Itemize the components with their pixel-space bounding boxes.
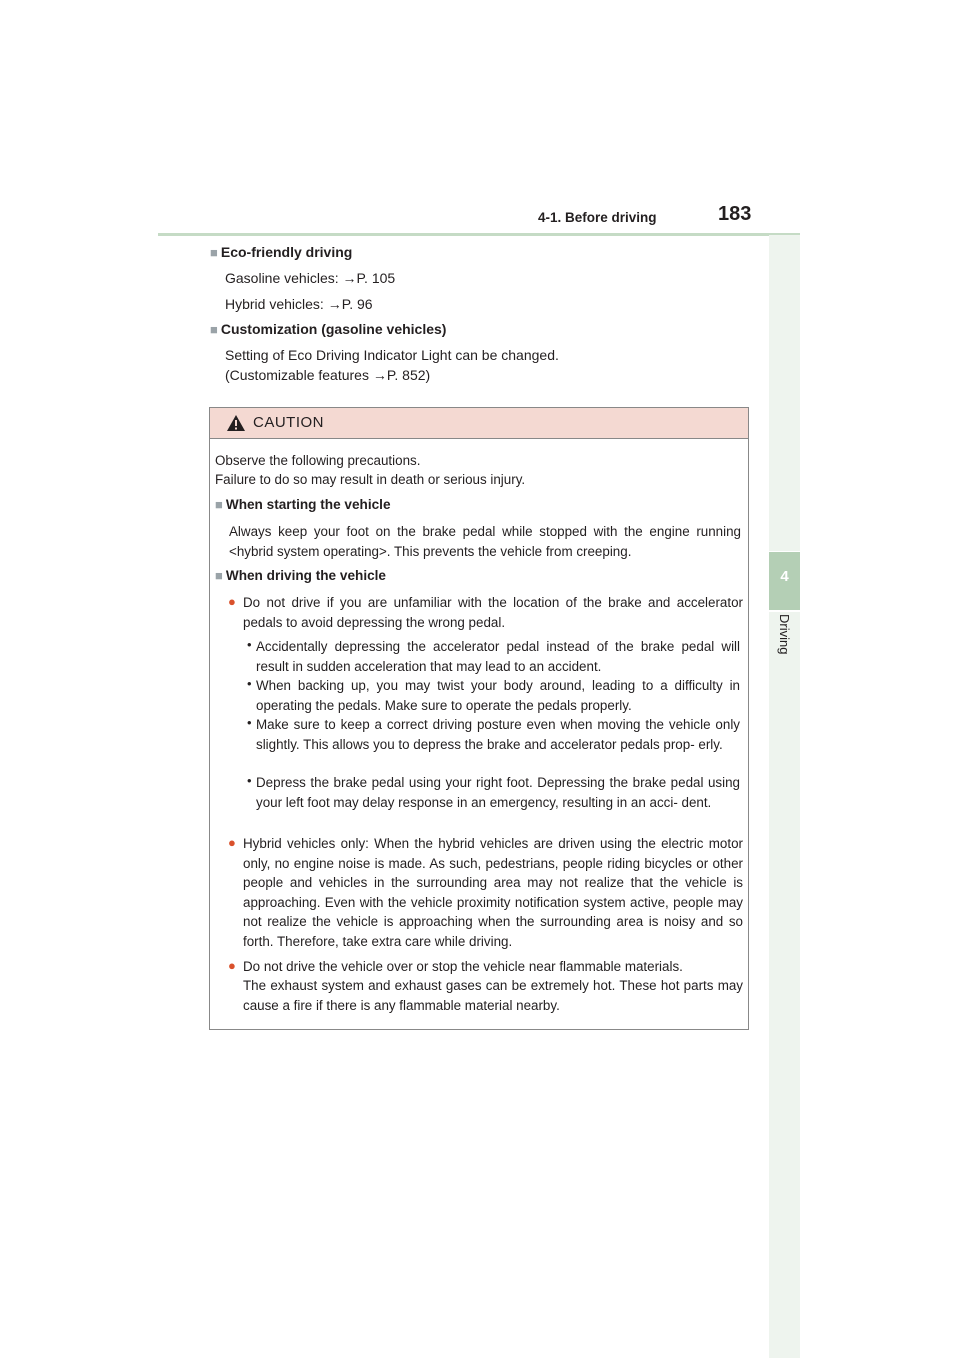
header-rule [158,233,800,236]
side-margin-bottom [769,612,800,1358]
custom-heading [210,321,446,337]
square-bullet-icon: ■ [210,245,218,260]
warning-triangle-icon [226,414,246,432]
driving-sub-2: When backing up, you may twist your body around, leading to a difficulty in operating the pedals. Make sure to operate the pedals properly. [256,678,740,713]
circle-bullet-icon: ● [228,835,236,850]
sub-bullet-icon: • [247,676,252,691]
chapter-number: 4 [780,568,789,585]
driving-heading-text: When driving the vehicle [225,568,386,583]
custom-heading-text: Customization (gasoline vehicles) [220,321,447,337]
sub-bullet-icon: • [247,715,252,730]
caution-title: CAUTION [253,414,324,431]
square-bullet-icon: ■ [215,568,223,583]
sub-bullet-icon: • [247,773,252,788]
square-bullet-icon: ■ [210,322,218,337]
chapter-label-text: Driving [777,614,792,655]
driving-heading [215,566,386,586]
circle-bullet-icon: ● [228,958,236,973]
chapter-label [776,614,794,674]
custom-line-2: (Customizable features →P. 852) [225,367,431,383]
driving-sub-3: Make sure to keep a correct driving posture even when moving the vehicle only slightly. This allows you to depress the brake and accelerator pedals prop- erly. [256,717,740,752]
starting-heading [215,495,391,515]
driving-sub-4: Depress the brake pedal using your right foot. Depressing the brake pedal using your left foot may delay response in an emergency, resulting in an acci- dent. [256,775,740,810]
eco-heading-text: Eco-friendly driving [220,244,353,260]
section-title: 4-1. Before driving [538,210,657,225]
page-number: 183 [718,203,752,225]
side-margin-top [769,235,800,551]
driving-point-1: Do not drive if you are unfamiliar with the location of the brake and accelerator pedals to avoid depressing the wrong pedal. [243,595,743,630]
starting-text: Always keep your foot on the brake pedal while stopped with the engine running <hybrid system operating>. This prevents the vehicle from creeping. [229,524,741,559]
driving-point-3a: Do not drive the vehicle over or stop the vehicle near flammable materials. [243,959,683,974]
starting-heading-text: When starting the vehicle [225,497,391,512]
eco-hybrid: Hybrid vehicles: →P. 96 [225,296,373,312]
square-bullet-icon: ■ [215,497,223,512]
driving-point-2: Hybrid vehicles only: When the hybrid vehicles are driven using the electric motor only, no engine noise is made. As such, pedestrians, people riding bicycles or other people and vehicles in the surrounding area may not realize that the vehicle is approaching. Even with the vehicle proximity notification system active, people may not realize the vehicle is approaching when the surrounding area is noisy and so forth. Therefore, take extra care while driving. [243,836,743,949]
driving-point-3b: The exhaust system and exhaust gases can be extremely hot. These hot parts may cause a fire if there is any flammable material nearby. [243,978,743,1013]
sub-bullet-icon: • [247,637,252,652]
circle-bullet-icon: ● [228,594,236,609]
eco-gasoline: Gasoline vehicles: →P. 105 [225,270,396,286]
custom-line-1: Setting of Eco Driving Indicator Light can be changed. [225,347,559,363]
eco-heading [210,244,352,260]
driving-sub-1: Accidentally depressing the accelerator pedal instead of the brake pedal will result in sudden acceleration that may lead to an accident. [256,639,740,674]
caution-intro-1: Observe the following precautions. [215,453,421,468]
caution-intro-2: Failure to do so may result in death or serious injury. [215,472,526,487]
